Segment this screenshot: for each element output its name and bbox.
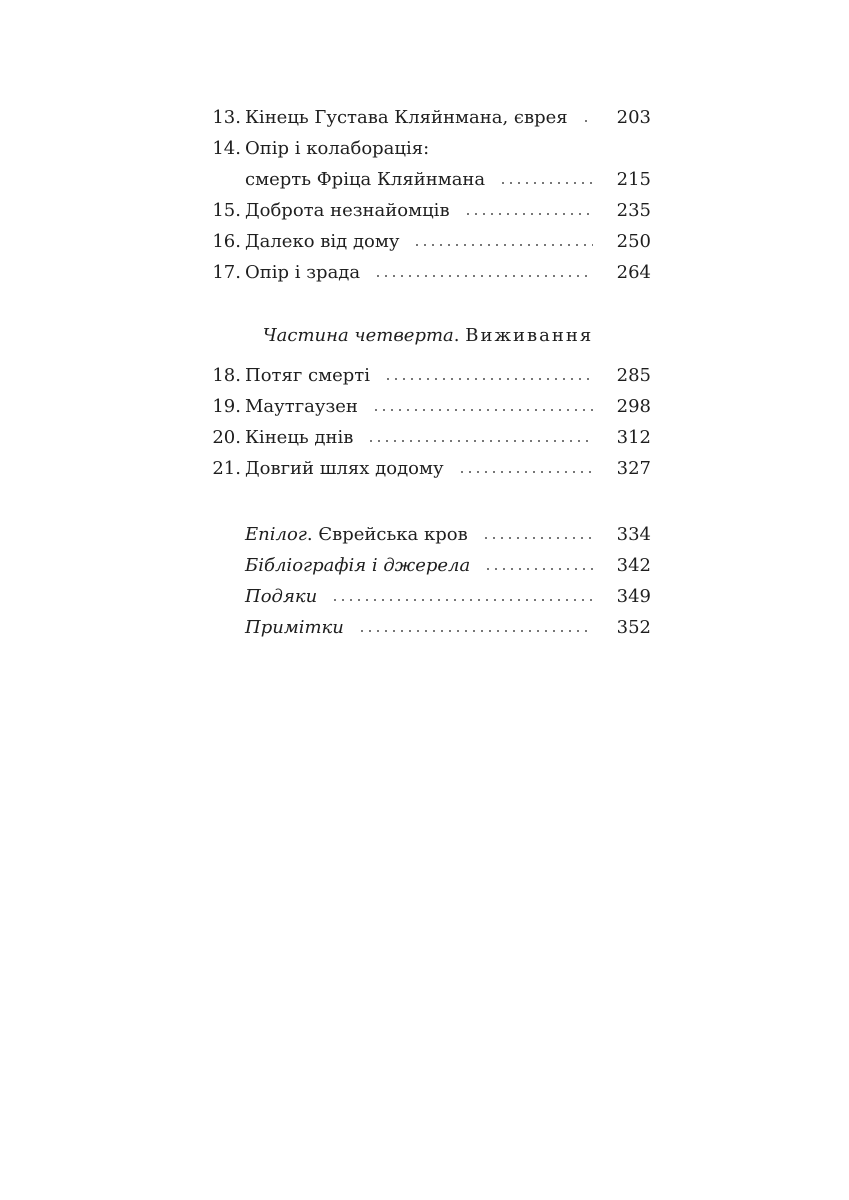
toc-entry-14[interactable] [205,133,651,195]
chapter-title: Довгий шлях додому [245,458,444,479]
part-four-heading [205,320,651,351]
dot-leader [372,409,593,411]
chapter-title: Маутгаузен [245,396,358,417]
toc-part-four-list [205,360,651,484]
chapter-number: 17. [212,262,241,283]
chapter-number: 16. [212,231,241,252]
dot-leader [358,630,593,632]
page-number: 327 [616,458,651,479]
chapter-number: 19. [212,396,241,417]
chapter-number: 18. [212,365,241,386]
toc-entry-21[interactable] [205,453,651,484]
dot-leader [331,599,593,601]
page-number: 203 [616,107,651,128]
page-number: 264 [616,262,651,283]
chapter-title: Потяг смерті [245,365,370,386]
chapter-number: 13. [212,107,241,128]
page-number: 250 [616,231,651,252]
back-matter-title: Подяки [245,586,318,607]
back-matter-title: Примітки [245,617,344,638]
page-number: 342 [616,555,651,576]
chapter-number: 14. [212,138,241,159]
toc-entry-epilogue[interactable] [205,519,651,550]
part-label: Частина четверта [262,325,454,346]
chapter-title: Кінець днів [245,427,354,448]
toc-entry-15[interactable] [205,195,651,226]
dot-leader [484,568,593,570]
chapter-title: Доброта незнайомців [245,200,450,221]
toc-entry-notes[interactable] [205,612,651,643]
back-matter-title-italic: Епілог [245,524,307,545]
page-number: 352 [616,617,651,638]
back-matter-title-rest: . Єврейська кров [306,524,468,545]
page-number: 215 [616,169,651,190]
chapter-title: Опір і зрада [245,262,361,283]
dot-leader [458,471,593,473]
page-number: 235 [616,200,651,221]
dot-leader [384,378,593,380]
dot-leader [413,244,593,246]
toc-back-matter-list [205,519,651,643]
chapter-number: 21. [212,458,241,479]
dot-leader [499,182,593,184]
dot-leader [374,275,593,277]
chapter-title-line-1: Опір і колаборація: [245,138,430,159]
chapter-number: 15. [212,200,241,221]
page-number: 349 [616,586,651,607]
chapter-title: Далеко від дому [245,231,400,252]
part-separator: . [453,325,460,346]
toc-entry-19[interactable] [205,391,651,422]
toc-entry-13[interactable] [205,102,651,133]
back-matter-title: Бібліографія і джерела [245,555,471,576]
dot-leader [482,537,593,539]
toc-entry-acknowledgements[interactable] [205,581,651,612]
toc-part-three-list [205,102,651,288]
page-number: 334 [616,524,651,545]
back-matter-title [245,519,468,550]
page-number: 312 [616,427,651,448]
dot-leader [582,120,593,122]
dot-leader [464,213,593,215]
chapter-title: Кінець Густава Кляйнмана, єврея [245,107,568,128]
toc-entry-17[interactable] [205,257,651,288]
toc-entry-bibliography[interactable] [205,550,651,581]
toc-entry-20[interactable] [205,422,651,453]
toc-entry-18[interactable] [205,360,651,391]
page-number: 285 [616,365,651,386]
chapter-number: 20. [212,427,241,448]
chapter-title: смерть Фріца Кляйнмана [245,169,486,190]
page-number: 298 [616,396,651,417]
dot-leader [367,440,593,442]
toc-entry-16[interactable] [205,226,651,257]
part-name: Виживання [465,325,594,346]
